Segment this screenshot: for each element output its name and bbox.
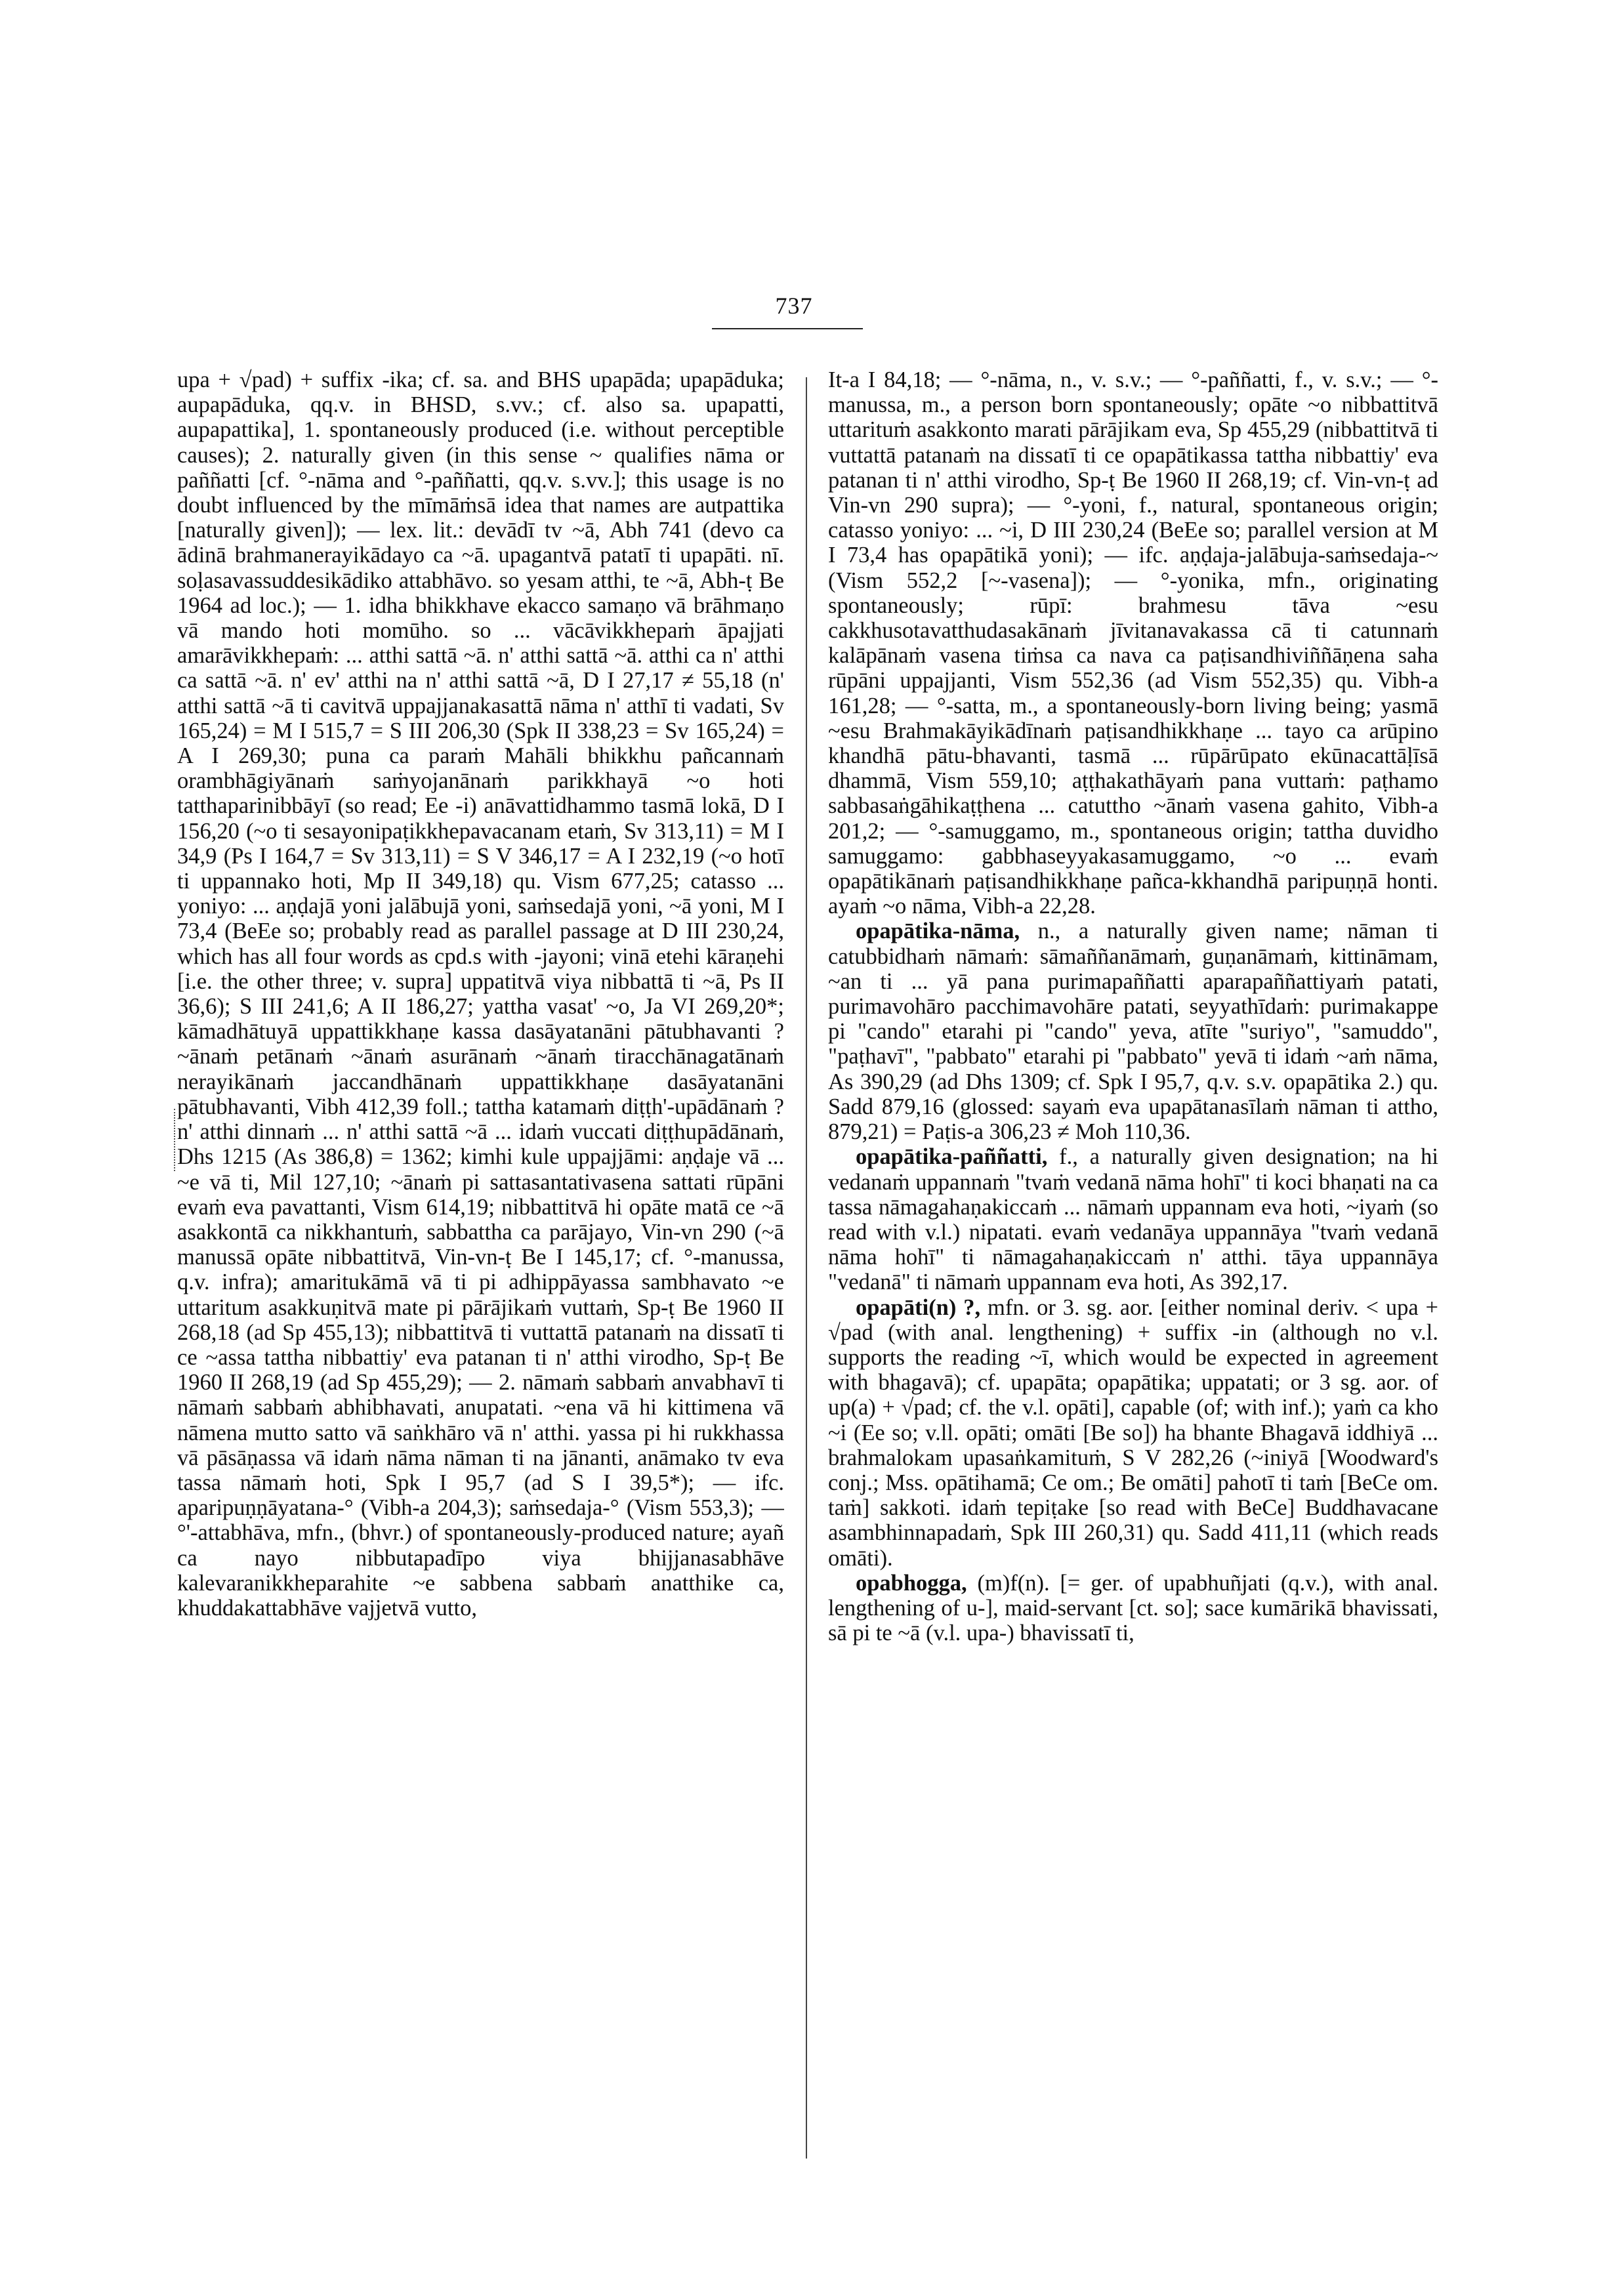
entry-body: mfn. or 3. sg. aor. [either nominal deriv. < upa + √pad (with anal. lengthening) + suffix -in (although no v.l. supports the reading ~ī, which would be expected in agreement with bhagavā); cf. upapāta; opapātika; uppatati; or 3 sg. aor. of up(a) + √pad; cf. the v.l. opāti], capable (of; with inf.); yaṁ ca kho ~i (Ee so; v.ll. opāti; omāti [Be so]) ha bhante Bhagavā iddhiyā ... brahmalokam upasaṅkamituṁ, S V 282,26 (~iniyā [Woodward's conj.; Mss. opātihamā; Ce om.; Be omāti] pahotī ti taṁ [BeCe om. taṁ] sakkoti. idaṁ tepiṭake [so read with BeCe] Buddhavacane asambhinnapadaṁ, Spk III 260,31) qu. Sadd 411,11 (which reads omāti). — [828, 1294, 1438, 1571]
entry-headword: opabhogga, — [856, 1570, 967, 1596]
header-rule — [712, 328, 863, 329]
entry-body: (m)f(n). [= ger. of upabhuñjati (q.v.), with anal. lengthening of u-], maid-servant [ct. so]; sace kumārikā bhavissati, sā pi te ~ā (v.l. upa-) bhavissatī ti, — [828, 1570, 1438, 1646]
entry-headword: opapātika-paññatti, — [856, 1144, 1048, 1170]
entry-headword: opapātika-nāma, — [856, 919, 1020, 944]
column-divider — [806, 377, 807, 2159]
entry-continuation: It-a I 84,18; — °-nāma, n., v. s.v.; — °-paññatti, f., v. s.v.; — °-manussa, m., a person born spontaneously; opāte ~o nibbattitvā uttarituṁ asakkonto marati pārājikam eva, Sp 455,29 (nibbattitvā ti vuttattā patanaṁ na dissatī ti ce opapātikassa tattha nibbattiy' eva patanan ti n' atthi virodho, Sp-ṭ Be 1960 II 268,19; cf. Vin-vn-ṭ ad Vin-vn 290 supra); — °-yoni, f., natural, spontaneous origin; catasso yoniyo: ... ~i, D III 230,24 (BeEe so; parallel version at M I 73,4 has opapātikā yoni); — ifc. aṇḍaja-jalābuja-saṁsedaja-~ (Vism 552,2 [~-vasena]); — °-yonika, mfn., originating spontaneously; rūpī: brahmesu tāva ~esu cakkhusotavatthudasakānaṁ jīvitanavakassa cā ti catunnaṁ kalāpānaṁ vasena tiṁsa ca nava ca paṭisandhiviññāṇena saha rūpāni uppajjanti, Vism 552,36 (ad Vism 552,35) qu. Vibh-a 161,28; — °-satta, m., a spontaneously-born living being; yasmā ~esu Brahmakāyikādīnaṁ paṭisandhikkhaṇe ... tayo ca arūpino khandhā pātu-bhavanti, tasmā ... rūpārūpato ekūnacattāḷīsā dhammā, Vism 559,10; aṭṭhakathāyaṁ pana vuttaṁ: paṭhamo sabbasaṅgāhikaṭṭhena ... catuttho ~ānaṁ vasena gahito, Vibh-a 201,2; — °-samuggamo, m., spontaneous origin; tattha duvidho samuggamo: gabbhaseyyakasamuggamo, ~o ... evaṁ opapātikānaṁ paṭisandhikkhaṇe pañca-kkhandhā paripuṇṇā honti. ayaṁ ~o nāma, Vibh-a 22,28. — [828, 367, 1438, 919]
entry-body: f., a naturally given designation; na hi vedanaṁ uppannaṁ "tvaṁ vedanā nāma hohī" ti koci bhaṇati na ca tassa nāmagahaṇakiccaṁ ... nāmaṁ uppannam eva hoti, ~iyaṁ (so read with v.l.) nipatati. evaṁ vedanāya uppannāya "tvaṁ vedanā nāma hohī" ti nāmagahaṇakiccaṁ n' atthi. tāya uppannāya "vedanā" ti nāmaṁ uppannam eva hoti, As 392,17. — [828, 1144, 1438, 1295]
dictionary-entry — [828, 1144, 1438, 1294]
left-column — [177, 367, 784, 2264]
entry-body: n., a naturally given name; nāman ti catubbidhaṁ nāmaṁ: sāmaññanāmaṁ, guṇanāmaṁ, kittināmam, ~an ti ... yā pana purimapaññatti aparapaññattiyaṁ patati, purimavohāro pacchimavohāre patati, seyyathīdaṁ: purimakappe pi "cando" etarahi pi "cando" yeva, atīte "suriyo", "samuddo", "paṭhavī", "pabbato" etarahi pi "pabbato" yevā ti idaṁ ~aṁ nāma, As 390,29 (ad Dhs 1309; cf. Spk I 95,7, q.v. s.v. opapātika 2.) qu. Sadd 879,16 (glossed: sayaṁ eva upapātanasīlaṁ nāman ti attho, 879,21) = Paṭis-a 306,23 ≠ Moh 110,36. — [828, 919, 1438, 1145]
page-number: 737 — [775, 293, 813, 319]
dictionary-entry — [828, 919, 1438, 1144]
dictionary-entry — [828, 1295, 1438, 1571]
scan-margin-mark — [174, 1109, 177, 1171]
dictionary-entry — [828, 1571, 1438, 1646]
right-column — [828, 367, 1438, 2264]
entry-headword: opapāti(n) ?, — [856, 1294, 981, 1320]
entry-continuation: upa + √pad) + suffix -ika; cf. sa. and BHS upapāda; upapāduka; aupapāduka, qq.v. in BHSD, s.vv.; cf. also sa. upapatti, aupapattika], 1. spontaneously produced (i.e. without perceptible causes); 2. naturally given (in this sense ~ qualifies nāma or paññatti [cf. °-nāma and °-paññatti, qq.v. s.vv.]; this usage is no doubt influenced by the mīmāṁsā idea that names are autpattika [naturally given]); — lex. lit.: devādī tv ~ā, Abh 741 (devo ca ādinā brahmanerayikādayo ca ~ā. upagantvā patatī ti upapāti. nī. soḷasavassuddesikādiko attabhāvo. so yesam atthi, te ~ā, Abh-ṭ Be 1964 ad loc.); — 1. idha bhikkhave ekacco samaṇo vā brāhmaṇo vā mando hoti momūho. so ... vācāvikkhepaṁ āpajjati amarāvikkhepaṁ: ... atthi sattā ~ā. n' atthi sattā ~ā. atthi ca n' atthi ca sattā ~ā. n' ev' atthi na n' atthi sattā ~ā, D I 27,17 ≠ 55,18 (n' atthi sattā ~ā ti cavitvā uppajjanakasattā nāma n' atthī ti vadati, Sv 165,24) = M I 515,7 = S III 206,30 (Spk II 338,23 = Sv 165,24) = A I 269,30; puna ca paraṁ Mahāli bhikkhu pañcannaṁ orambhāgiyānaṁ saṁyojanānaṁ parikkhayā ~o hoti tatthaparinibbāyī (so read; Ee -i) anāvattidhammo tasmā lokā, D I 156,20 (~o ti sesayonipaṭikkhepavacanam etaṁ, Sv 313,11) = M I 34,9 (Ps I 164,7 = Sv 313,11) = S V 346,17 = A I 232,19 (~o hotī ti uppannako hoti, Mp II 349,18) qu. Vism 677,25; catasso ... yoniyo: ... aṇḍajā yoni jalābujā yoni, saṁsedajā yoni, ~ā yoni, M I 73,4 (BeEe so; probably read as parallel passage at D III 230,24, which has all four words as cpd.s with -jayoni; vinā etehi kāraṇehi [i.e. the other three; v. supra] uppatitvā viya nibbattā ti ~ā, Ps II 36,6); S III 241,6; A II 186,27; yattha vasat' ~o, Ja VI 269,20*; kāmadhātuyā uppattikkhaṇe kassa dasāyatanāni pātubhavanti ? ~ānaṁ petānaṁ ~ānaṁ asurānaṁ ~ānaṁ tiracchānagatānaṁ nerayikānaṁ jaccandhānaṁ uppattikkhaṇe dasāyatanāni pātubhavanti, Vibh 412,39 foll.; tattha katamaṁ diṭṭh'-upādānaṁ ? n' atthi dinnaṁ ... n' atthi sattā ~ā ... idaṁ vuccati diṭṭhupādānaṁ, Dhs 1215 (As 386,8) = 1362; kimhi kule uppajjāmi: aṇḍaje vā ... ~e vā ti, Mil 127,10; ~ānaṁ pi sattasantativasena sattati rūpāni evaṁ eva pavattanti, Vism 614,19; nibbattitvā hi opāte matā ce ~ā asakkontā ca nikkhantuṁ, sabbattha ca parājayo, Vin-vn 290 (~ā manussā opāte nibbattitvā, Vin-vn-ṭ Be I 145,17; cf. °-manussa, q.v. infra); amaritukāmā vā ti pi adhippāyassa sambhavato ~e uttaritum asakkuṇitvā mate pi pārājikaṁ vuttaṁ, Sp-ṭ Be 1960 II 268,18 (ad Sp 455,13); nibbattitvā ti vuttattā patanaṁ na dissatī ti ce ~assa tattha nibbattiy' eva patanan ti n' atthi virodho, Sp-ṭ Be 1960 II 268,19 (ad Sp 455,29); — 2. nāmaṁ sabbaṁ anvabhavī ti nāmaṁ sabbaṁ abhibhavati, anupatati. ~ena vā hi kittimena vā nāmena mutto satto vā saṅkhāro vā n' atthi. yassa pi hi rukkhassa vā pāsāṇassa vā idaṁ nāma nāman ti na jānanti, anāmako tv eva tassa nāmaṁ hoti, Spk I 95,7 (ad S I 39,5*); — ifc. aparipuṇṇāyatana-° (Vibh-a 204,3); saṁsedaja-° (Vism 553,3); — °'-attabhāva, mfn., (bhvr.) of spontaneously-produced nature; ayañ ca nayo nibbutapadīpo viya bhijjanasabhāve kalevaranikkheparahite ~e sabbena sabbaṁ anatthike ca, khuddakattabhāve vajjetvā vutto, — [177, 367, 784, 1621]
